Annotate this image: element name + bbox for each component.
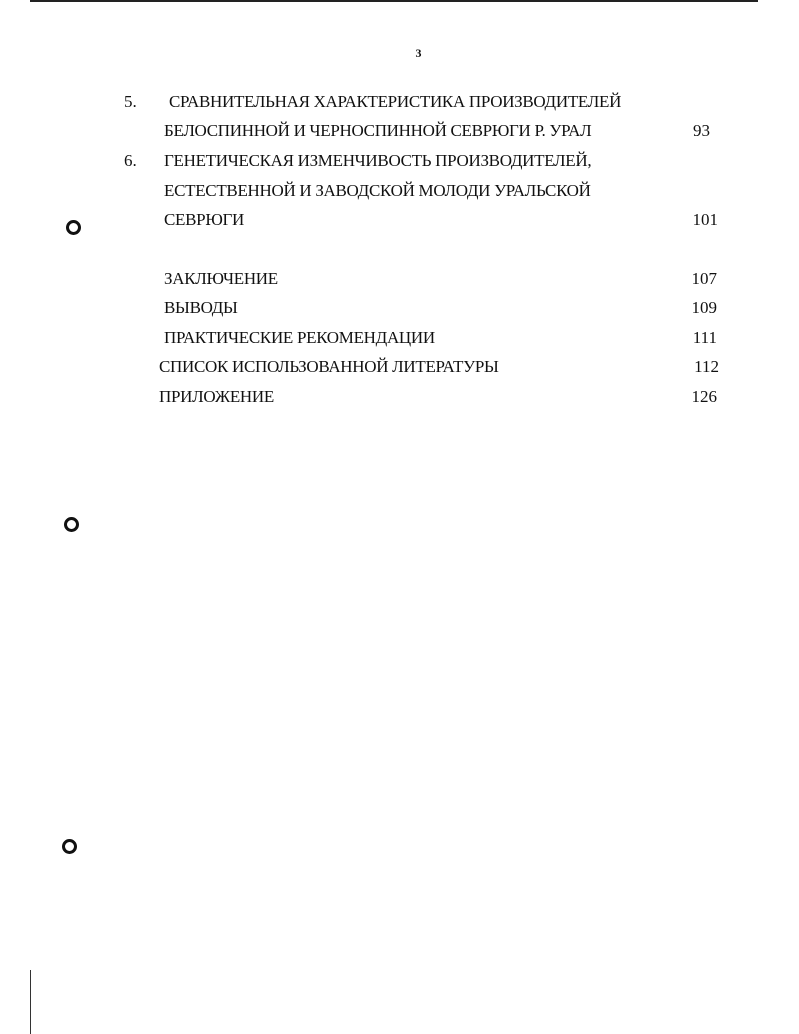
toc-chapter-5-number: 5. [124, 92, 137, 111]
page-number: 3 [415, 46, 422, 60]
toc-chapter-6-number: 6. [124, 151, 137, 170]
toc-chapter-5-title-line1: СРАВНИТЕЛЬНАЯ ХАРАКТЕРИСТИКА ПРОИЗВОДИТЕЛЕЙ [169, 92, 622, 111]
scan-left-edge [30, 970, 31, 1034]
toc-conclusion-page: 107 [691, 269, 717, 288]
toc-appendix-label: ПРИЛОЖЕНИЕ [159, 387, 274, 406]
binder-hole-icon [66, 220, 81, 235]
toc-chapter-6-title-line3: СЕВРЮГИ [164, 210, 244, 229]
toc-chapter-5-title-line2: БЕЛОСПИННОЙ И ЧЕРНОСПИННОЙ СЕВРЮГИ Р. УРАЛ [164, 121, 592, 140]
binder-hole-icon [64, 517, 79, 532]
binder-hole-icon [62, 839, 77, 854]
scan-top-rule [30, 0, 758, 2]
toc-chapter-6-title-line2: ЕСТЕСТВЕННОЙ И ЗАВОДСКОЙ МОЛОДИ УРАЛЬСКОЙ [164, 181, 591, 200]
toc-chapter-6-title-line1: ГЕНЕТИЧЕСКАЯ ИЗМЕНЧИВОСТЬ ПРОИЗВОДИТЕЛЕЙ, [164, 151, 592, 170]
toc-chapter-6-page: 101 [692, 210, 718, 229]
toc-recommendations-label: ПРАКТИЧЕСКИЕ РЕКОМЕНДАЦИИ [164, 328, 435, 347]
toc-references-label: СПИСОК ИСПОЛЬЗОВАННОЙ ЛИТЕРАТУРЫ [159, 357, 499, 376]
toc-chapter-5-page: 93 [693, 121, 710, 140]
toc-appendix-page: 126 [691, 387, 717, 406]
toc-references-page: 112 [694, 357, 719, 376]
toc-recommendations-page: 111 [692, 328, 717, 347]
toc-findings-page: 109 [691, 298, 717, 317]
toc-conclusion-label: ЗАКЛЮЧЕНИЕ [164, 269, 278, 288]
toc-findings-label: ВЫВОДЫ [164, 298, 238, 317]
